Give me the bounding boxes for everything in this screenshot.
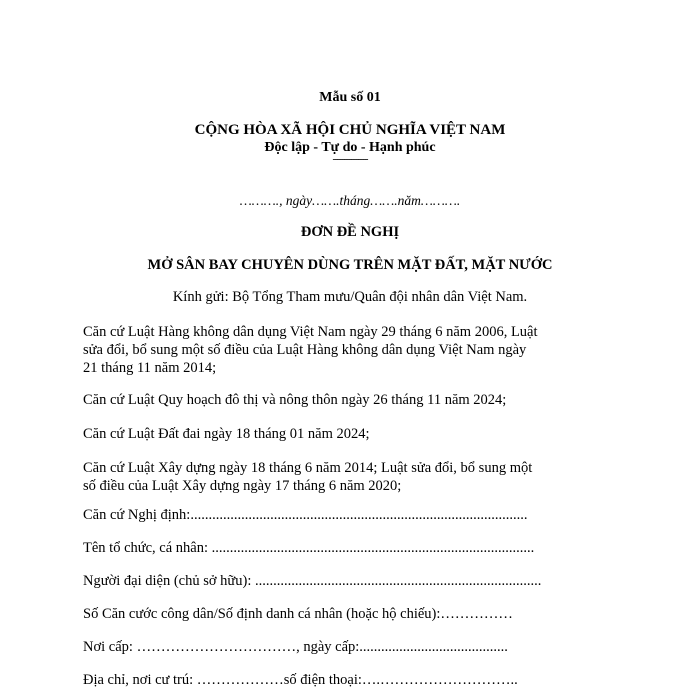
date-line: ………., ngày…….tháng…….năm……….	[239, 193, 461, 208]
form-number: Mẫu số 01	[319, 90, 381, 105]
legal-basis-construction-law: Căn cứ Luật Xây dựng ngày 18 tháng 6 năm 2014; Luật sửa đổi, bổ sung một số điều của Luật Xây dựng ngày 17 tháng 6 năm 2020;	[83, 460, 533, 494]
motto-rule: ---------------	[332, 154, 368, 165]
issued-place-date-field: Nơi cấp: ……………………………, ngày cấp:.........................................	[83, 639, 508, 655]
id-number-field: Số Căn cước công dân/Số định danh cá nhân (hoặc hộ chiếu):……………	[83, 606, 513, 622]
legal-basis-aviation-law: Căn cứ Luật Hàng không dân dụng Việt Nam ngày 29 tháng 6 năm 2006, Luật sửa đổi, bổ sung một số điều của Luật Hàng không dân dụng Việt Nam ngày 21 tháng 11 năm 2014;	[83, 324, 538, 376]
legal-basis-land-law: Căn cứ Luật Đất đai ngày 18 tháng 01 năm 2024;	[83, 426, 370, 442]
motto: Độc lập - Tự do - Hạnh phúc	[264, 140, 436, 155]
document-title: ĐƠN ĐỀ NGHỊ	[300, 224, 400, 240]
address-phone-field: Địa chỉ, nơi cư trú: ………………số điện thoại:….………………………..	[83, 672, 518, 688]
document-subtitle: MỞ SÂN BAY CHUYÊN DÙNG TRÊN MẶT ĐẤT, MẶT NƯỚC	[147, 257, 553, 273]
addressee: Kính gửi: Bộ Tổng Tham mưu/Quân đội nhân dân Việt Nam.	[172, 289, 528, 305]
representative-field: Người đại diện (chủ sở hữu): ...............................................................................	[83, 573, 542, 589]
organization-name-field: Tên tổ chức, cá nhân: .........................................................................................	[83, 540, 535, 556]
decree-field: Căn cứ Nghị định:.............................................................................................	[83, 507, 528, 523]
legal-basis-planning-law: Căn cứ Luật Quy hoạch đô thị và nông thôn ngày 26 tháng 11 năm 2024;	[83, 392, 507, 408]
national-title: CỘNG HÒA XÃ HỘI CHỦ NGHĨA VIỆT NAM	[194, 122, 506, 138]
